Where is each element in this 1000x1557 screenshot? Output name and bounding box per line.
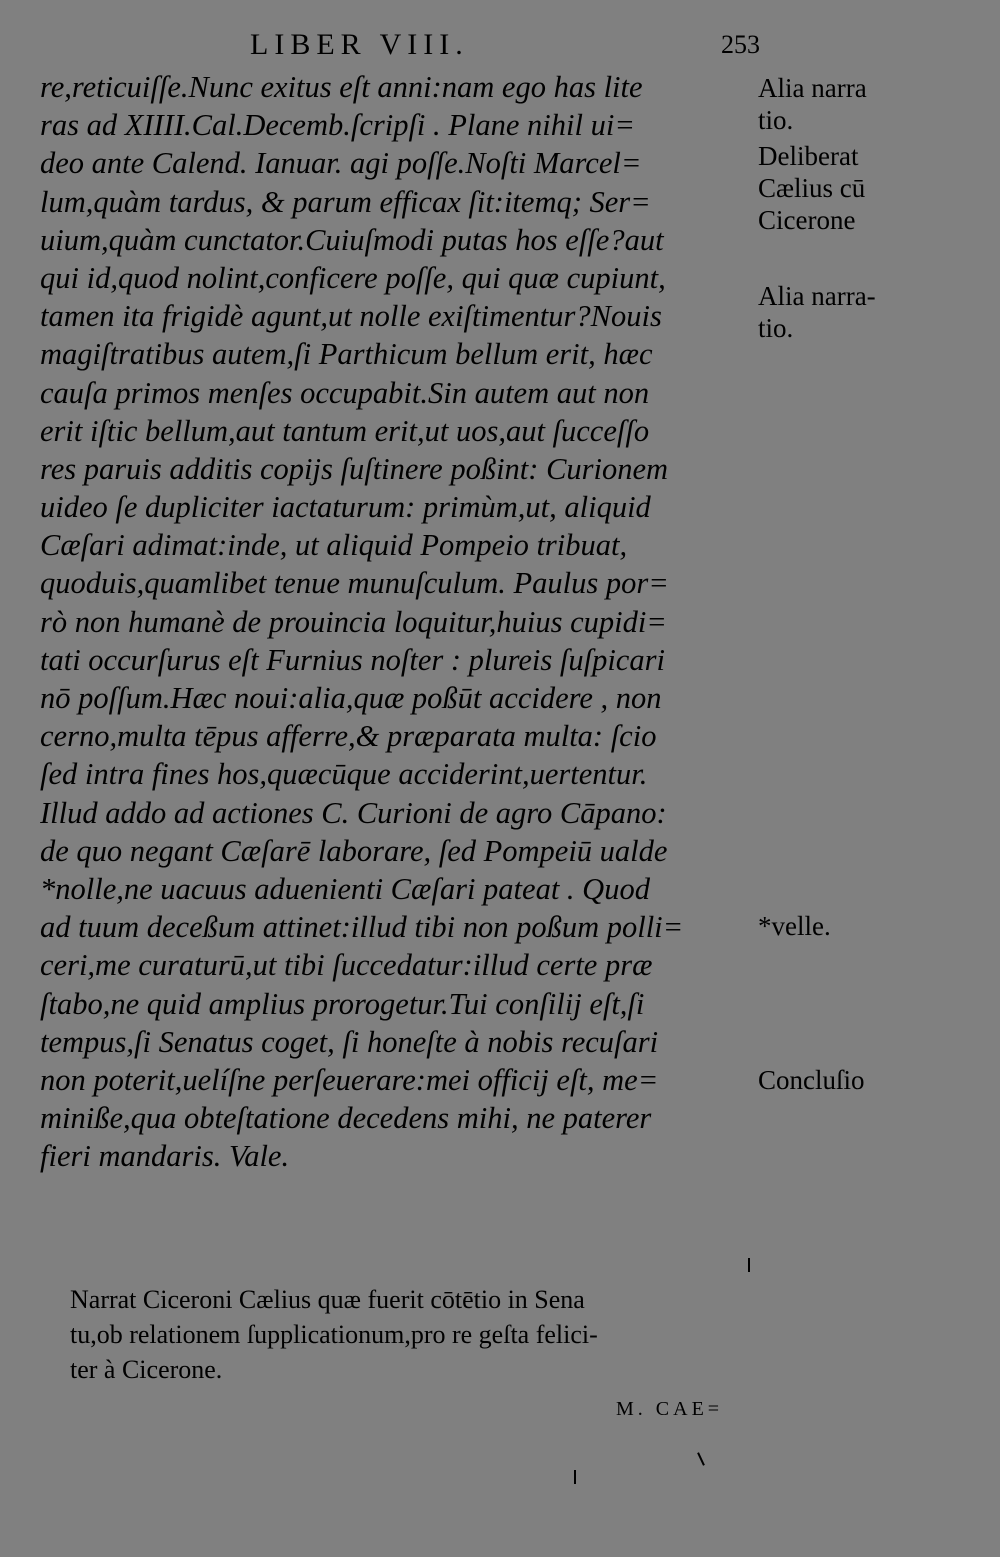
text-line: tati occurſurus eſt Furnius noſter : plureis ſuſpicari	[40, 642, 665, 677]
text-line: tempus,ſi Senatus coget, ſi honeſte à nobis recuſari	[40, 1024, 659, 1059]
margin-note	[758, 280, 958, 344]
text-line: ad tuum deceßum attinet:illud tibi non poßum polli=	[40, 910, 684, 945]
text-line: fieri mandaris. Vale.	[40, 1139, 290, 1174]
margin-note	[758, 910, 958, 942]
margin-note-line: *velle.	[758, 911, 831, 941]
text-line: res paruis additis copijs ſuſtinere poßint: Curionem	[40, 451, 669, 486]
margin-note	[758, 72, 958, 136]
text-line: tamen ita frigidè agunt,ut nolle exiſtimentur?Nouis	[40, 299, 662, 334]
text-line: qui id,quod nolint,conficere poſſe, qui quæ cupiunt,	[40, 260, 666, 295]
text-line: quoduis,quamlibet tenue munuſculum. Paulus por=	[40, 566, 669, 601]
text-line: rò non humanè de prouincia loquitur,huius cupidi=	[40, 604, 667, 639]
text-line: ſtabo,ne quid amplius prorogetur.Tui conſilij eſt,ſi	[40, 986, 645, 1021]
margin-note-line: Deliberat	[758, 141, 859, 171]
margin-note-line: Cælius cū	[758, 173, 866, 203]
stray-mark	[748, 1258, 750, 1272]
running-head	[250, 28, 760, 64]
margin-note-line: Concluſio	[758, 1065, 865, 1095]
text-line: *nolle,ne uacuus aduenienti Cæſari pateat . Quod	[40, 871, 650, 906]
margin-note	[758, 1064, 958, 1096]
text-line: cerno,multa tēpus afferre,& præparata multa: ſcio	[40, 719, 657, 754]
stray-mark	[574, 1470, 576, 1484]
text-line: de quo negant Cæſarē laborare, ſed Pompeiū ualde	[40, 833, 668, 868]
text-line: ras ad XIIII.Cal.Decemb.ſcripſi . Plane nihil ui=	[40, 108, 635, 143]
margin-note	[758, 140, 958, 236]
text-line: magiſtratibus autem,ſi Parthicum bellum erit, hæc	[40, 337, 653, 372]
text-line: re,reticuiſſe.Nunc exitus eſt anni:nam ego has lite	[40, 70, 643, 104]
text-line: uium,quàm cunctator.Cuiuſmodi putas hos eſſe?aut	[40, 222, 664, 257]
text-line: uideo ſe dupliciter iactaturum: primùm,ut, aliquid	[40, 490, 651, 525]
margin-note-line: tio.	[758, 105, 794, 135]
text-line: non poterit,uelíſne perſeuerare:mei officij eſt, me=	[40, 1062, 659, 1097]
summary-line: Narrat Ciceroni Cælius quæ fuerit cōtētio in Sena	[70, 1285, 585, 1314]
text-line: miniße,qua obteſtatione decedens mihi, ne paterer	[40, 1101, 652, 1136]
page-number: 253	[721, 30, 760, 59]
margin-note-line: tio.	[758, 313, 794, 343]
letter-body	[40, 68, 752, 1175]
text-line: Illud addo ad actiones C. Curioni de agro Cāpano:	[40, 795, 667, 830]
margin-note-line: Alia narra-	[758, 281, 876, 311]
text-line: nō poſſum.Hæc noui:alia,quæ poßūt accidere , non	[40, 681, 662, 715]
running-title: LIBER VIII.	[250, 28, 469, 61]
text-line: erit iſtic bellum,aut tantum erit,ut uos,aut ſucceſſo	[40, 413, 650, 448]
text-line: Cæſari adimat:inde, ut aliquid Pompeio tribuat,	[40, 528, 628, 563]
text-line: ceri,me curaturū,ut tibi ſuccedatur:illud certe præ	[40, 948, 653, 983]
letter-summary	[70, 1282, 760, 1387]
text-line: cauſa primos menſes occupabit.Sin autem aut non	[40, 375, 650, 410]
text-line: ſed intra fines hos,quæcūque acciderint,uertentur.	[40, 757, 648, 792]
summary-line: tu,ob relationem ſupplicationum,pro re geſta felici-	[70, 1320, 598, 1349]
margin-note-line: Alia narra	[758, 73, 867, 103]
margin-note-line: Cicerone	[758, 205, 856, 235]
text-line: lum,quàm tardus, & parum efficax ſit:itemq; Ser=	[40, 184, 651, 219]
catchword: M. CAE=	[616, 1398, 724, 1420]
stray-mark	[697, 1452, 705, 1466]
text-line: deo ante Calend. Ianuar. agi poſſe.Noſti Marcel=	[40, 146, 642, 181]
summary-line: ter à Cicerone.	[70, 1355, 223, 1384]
